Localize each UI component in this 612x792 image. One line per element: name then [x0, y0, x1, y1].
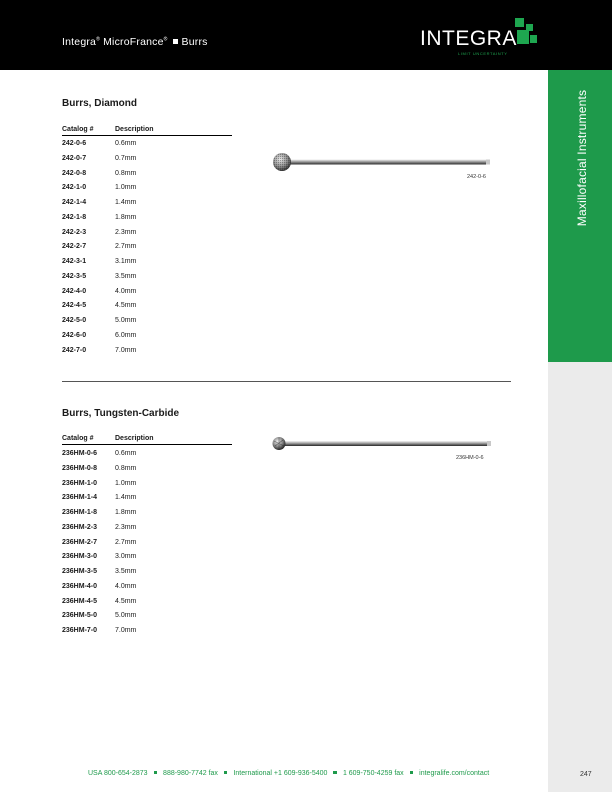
- catalog-number: 236HM-2-3: [62, 523, 98, 531]
- logo-wordmark: INTEGRA: [420, 27, 517, 50]
- sidebar-grey-panel: [548, 362, 612, 792]
- description: 2.3mm: [115, 523, 137, 531]
- table-row: [62, 229, 242, 241]
- description: 1.8mm: [115, 213, 137, 221]
- description: 3.1mm: [115, 258, 137, 265]
- table-row: [62, 155, 242, 167]
- table-row: [62, 317, 242, 329]
- table-row: [62, 347, 242, 359]
- footer-usa-phone: USA 800-654-2873: [88, 770, 148, 777]
- description: 0.6mm: [115, 140, 137, 147]
- table-row: [62, 258, 242, 270]
- description: 1.4mm: [115, 494, 137, 502]
- description: 4.0mm: [115, 287, 137, 295]
- header-category: Burrs: [181, 36, 208, 48]
- table-row: [62, 184, 242, 196]
- table-row: [62, 170, 242, 182]
- brand-name: Integra: [62, 36, 97, 48]
- description: 5.0mm: [115, 612, 137, 620]
- description: 3.5mm: [115, 568, 137, 575]
- diamond-grit-texture: [273, 153, 291, 171]
- integra-logo: [420, 18, 542, 62]
- description: 1.4mm: [115, 199, 137, 206]
- catalog-number: 242-2-3: [62, 228, 87, 236]
- table-row: [62, 583, 242, 595]
- column-header-description-2: Description: [115, 435, 154, 442]
- table-row: [62, 273, 242, 285]
- description: 3.5mm: [115, 272, 137, 280]
- product-name: MicroFrance: [103, 36, 164, 48]
- figure-label-tungsten-carbide: 236HM-0-6: [456, 455, 484, 461]
- footer-intl-fax: 1 609-750-4259 fax: [342, 770, 404, 777]
- burr-shaft-2: [281, 441, 491, 446]
- footer-bullet-icon: [224, 771, 228, 775]
- footer-bullet-icon: [410, 771, 414, 775]
- description: 2.3mm: [115, 228, 137, 236]
- description: 3.0mm: [115, 553, 137, 561]
- footer-usa-fax: 888-980-7742 fax: [163, 770, 218, 777]
- catalog-number: 236HM-1-0: [62, 479, 98, 487]
- footer-contacts: [88, 770, 489, 777]
- description: 2.7mm: [115, 538, 137, 546]
- logo-square-1: [515, 18, 524, 27]
- section-title-tungsten-carbide: Burrs, Tungsten-Carbide: [62, 408, 180, 419]
- description: 0.6mm: [115, 450, 137, 457]
- catalog-number: 236HM-2-7: [62, 538, 98, 546]
- catalog-number: 236HM-3-0: [62, 553, 98, 561]
- registered-mark: ®: [96, 36, 100, 43]
- table-row: [62, 524, 242, 536]
- catalog-number: 242-0-8: [62, 169, 87, 177]
- bullet-square-icon: [173, 39, 178, 44]
- column-header-catalog-2: Catalog #: [62, 435, 94, 442]
- table-row: [62, 140, 242, 152]
- header-bar: [0, 0, 612, 70]
- column-header-description: Description: [115, 126, 154, 133]
- shaft-end-2: [487, 441, 491, 446]
- description: 7.0mm: [115, 627, 137, 634]
- description: 5.0mm: [115, 317, 137, 324]
- table-row: [62, 598, 242, 610]
- section-title-diamond: Burrs, Diamond: [62, 98, 138, 109]
- table-header-rule-2: [62, 444, 232, 445]
- logo-tagline: LIMIT UNCERTAINTY: [458, 51, 508, 56]
- catalog-number: 236HM-4-5: [62, 597, 98, 605]
- catalog-number: 242-2-7: [62, 243, 87, 251]
- table-row: [62, 243, 242, 255]
- catalog-number: 236HM-0-6: [62, 450, 98, 457]
- catalog-number: 236HM-5-0: [62, 612, 98, 620]
- catalog-number: 242-0-7: [62, 154, 87, 162]
- table-row: [62, 302, 242, 314]
- diamond-burr-image: [270, 152, 495, 172]
- catalog-number: 236HM-1-4: [62, 494, 98, 502]
- table-row: [62, 568, 242, 580]
- description: 0.8mm: [115, 169, 137, 177]
- table-row: [62, 480, 242, 492]
- page-number: 247: [580, 771, 592, 778]
- column-header-catalog: Catalog #: [62, 126, 94, 133]
- table-row: [62, 288, 242, 300]
- logo-square-3: [517, 30, 529, 44]
- catalog-number: 242-5-0: [62, 317, 87, 324]
- catalog-number: 242-4-0: [62, 287, 87, 295]
- table-row: [62, 465, 242, 477]
- catalog-number: 242-0-6: [62, 140, 87, 147]
- catalog-number: 236HM-1-8: [62, 509, 98, 516]
- description: 4.5mm: [115, 597, 137, 605]
- table-row: [62, 214, 242, 226]
- sidebar-section-label: Maxillofacial Instruments: [575, 89, 589, 227]
- catalog-number: 236HM-4-0: [62, 582, 98, 590]
- description: 4.5mm: [115, 302, 137, 310]
- table-row: [62, 450, 242, 462]
- catalog-number: 236HM-0-8: [62, 464, 98, 472]
- logo-square-4: [530, 35, 537, 43]
- table-row: [62, 553, 242, 565]
- table-header-rule: [62, 135, 232, 136]
- catalog-number: 242-4-5: [62, 302, 87, 310]
- catalog-number: 236HM-7-0: [62, 627, 98, 634]
- catalog-number: 242-1-4: [62, 199, 87, 206]
- table-row: [62, 199, 242, 211]
- catalog-number: 242-1-8: [62, 213, 87, 221]
- description: 6.0mm: [115, 331, 137, 339]
- catalog-number: 242-7-0: [62, 346, 87, 354]
- footer-website-link[interactable]: integralife.com/contact: [419, 770, 490, 777]
- table-row: [62, 494, 242, 506]
- footer-bullet-icon: [154, 771, 158, 775]
- catalog-number: 242-3-1: [62, 258, 87, 265]
- burr-shaft: [284, 160, 490, 165]
- description: 0.8mm: [115, 464, 137, 472]
- footer-bullet-icon: [333, 771, 337, 775]
- registered-mark-2: ®: [163, 36, 168, 43]
- description: 0.7mm: [115, 154, 137, 162]
- figure-label-diamond: 242-0-6: [467, 174, 486, 180]
- catalog-number: 242-1-0: [62, 184, 87, 192]
- description: 1.8mm: [115, 509, 137, 516]
- tungsten-carbide-burr-image: [270, 435, 495, 453]
- table-row: [62, 539, 242, 551]
- description: 7.0mm: [115, 346, 137, 354]
- footer-intl-phone: International +1 609-936-5400: [233, 770, 328, 777]
- catalog-number: 236HM-3-5: [62, 568, 98, 575]
- header-title: [62, 36, 208, 48]
- section-divider: [62, 381, 511, 382]
- shaft-end: [486, 160, 490, 165]
- table-row: [62, 627, 242, 639]
- description: 4.0mm: [115, 582, 137, 590]
- table-row: [62, 612, 242, 624]
- description: 1.0mm: [115, 184, 137, 192]
- description: 1.0mm: [115, 479, 137, 487]
- catalog-number: 242-3-5: [62, 272, 87, 280]
- table-row: [62, 509, 242, 521]
- catalog-number: 242-6-0: [62, 331, 87, 339]
- description: 2.7mm: [115, 243, 137, 251]
- table-row: [62, 332, 242, 344]
